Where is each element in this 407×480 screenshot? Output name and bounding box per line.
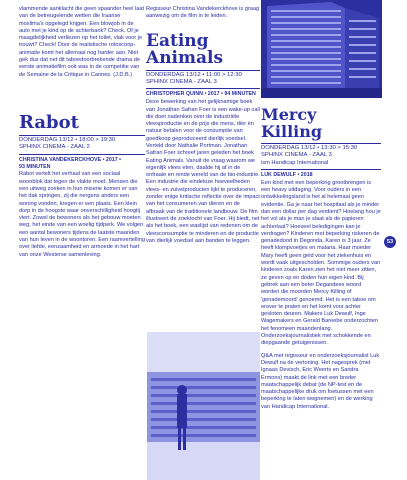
article-title-eating-animals-line1: Eating (146, 30, 209, 51)
article-column-mercy-killing (261, 106, 381, 411)
article-title-mercy-killing: Mercy Killing (261, 105, 323, 141)
director-intro-text: Regisseur Christina Vandekerckhove is graag aanwezig om de film in te leiden. (146, 6, 260, 20)
previous-article-text: vlammende aanklacht die geen spaander heel laat van de betreugelende wetten die Iraanse moslima's opgelegd krijgen. Een blowjob in de auto met je kind op de achterbank? Check. Of je maagdelijkheid verliezen op het toilet, vlak voor je trouwt? Check! Door de realistische rotoscoop-animatie komt het allemaal nog harder aan. Niet gek dus dat net dit taboedoorbrekende drama de eerste animatiefilm ooit was in de competitie van de Semaine de la Critique in Cannes. (J.D.B.) (19, 6, 145, 78)
article-column-rabot (19, 0, 145, 259)
film-credit: LUK DEWULF • 2018 (261, 172, 313, 179)
divider (146, 70, 260, 71)
farm-illustration (147, 332, 260, 480)
film-credit: CHRISTOPHER QUINN • 2017 • 94 MINUTEN (146, 91, 256, 98)
partner-note: ism Handicap International (261, 159, 329, 166)
qa-paragraph: Q&A met regisseur en onderzoeksjournalist Luk Dewulf na de vertoning. Het nagesprek (met Ignaas Devisch, Eric Weerts en Sandra Ermons) maakt de link met een breder maatschappelijk debat (de NP-test en de maatschappelijke druk om foetussen met een beperking te laten wegnemen) en de werking van Handicap International. (261, 352, 380, 410)
screening-venue: SPHINX CINEMA - ZAAL 3 (261, 152, 332, 159)
screening-venue: SPHINX CINEMA - ZAAL 3 (146, 79, 217, 85)
screening-date: DONDERDAG 13/12 • 11:00 > 12:30 (146, 71, 242, 78)
article-title-eating-animals-line2: Animals (146, 47, 224, 68)
divider (19, 135, 145, 136)
article-column-eating-animals (146, 0, 260, 245)
film-credit: CHRISTINA VANDEKERCKHOVE • 2017 • (19, 156, 122, 163)
article-body-mercy-killing: Een kind met een beperking grootbrengen is een heavy uitdaging. Voor ouders in een ontwikkelingsland is het al helemaal geen evidentie. Ga je naar het hospitaal als je minder dan een dollar per dag verdient? Hoelang hou je het vol als je man je slaat als de papieren achterlaat? Hoeveel beledigingen kan je verdragen? Kinderen met beperking riskeren de genadedood in Degonda. Karen is 3 jaar. Ze heeft klompvoetjes en malaria. Haar moeder Mary heeft geen geld voor het ziekenhuis en wordt vaak uitgescholden. Sommige ouders van kinderen zoals Karen zien het niet meer zitten, ze geven op en doden hun eigen kind. Bij gebrek aan een beter Degandees woord worden die moorden Mercy Killing of 'genademoord' genoemd. Het is een taboe om erover te praten en het komt voor achter gesloten deuren. Makers Luk Dewulf, Inge Wagemakers en Gerald Bareebe onderzochten het fenomeen maandenlang. Onderzoeksjournalistiek met schokkende en diepgaande getuigenissen. (261, 179, 381, 347)
article-title-rabot: Rabot (19, 111, 79, 133)
divider (146, 88, 260, 89)
divider (261, 143, 381, 144)
screening-date: DONDERDAG 13/12 • 18:00 > 19:30 (19, 136, 116, 143)
building-illustration (261, 0, 382, 98)
screening-date: DONDERDAG 13/12 • 13:30 > 15:30 (261, 145, 358, 151)
photo-poultry-farm (147, 332, 260, 480)
photo-apartment-building (261, 0, 382, 98)
screening-venue: SPHINX CINEMA - ZAAL 2 (19, 144, 90, 151)
divider (261, 169, 381, 170)
divider (19, 154, 145, 155)
page-number-badge: 53 (384, 236, 396, 248)
article-body-eating-animals: Deze bewerking van het gelijknamige boek van Jonathan Safran Foer is een wake-up call die doet nadenken over de industriële vleesproductie en de prijs die mens, dier én natuur betalen voor de consumptie van goedkoop geproduceerd dierlijk voedsel. Verteld door Nathalie Portman. Jonathan Safran Foer schreef jaren geleden het boek Eating Animals. Vanuit de vraag waarom we eigenlijk vlees eten, daalde hij af in de onfraaie en rende wereld van de bio-industrie. Een industrie die eindeloze hoeveelheden vlees- en zuivelproducten lijkt te produceren, zonder enige kritische reflectie over de impact van het consumeren van dieren en de afbraak van de traditionele landbouw. De film illustreert de zoektocht van Foer. Hij biedt, net als het boek, een waslijst van redenen om de vleesconsumptie te minderen en de productie van dierlijk voedsel aan banden te leggen. (146, 99, 260, 244)
film-duration: 93 MINUTEN (19, 163, 51, 170)
article-body-rabot: Rabot vertelt het verhaal van een sociaal woonblok dat tegen de vlakte moet. Mensen die een uitweg zoeken in hun miserie komen er van het dak springen, zij die nergens anders een woning vonden, kregen er een plaats. Een klein dorp in de hoogste waar onverschilligheid hoogtij viert. Zowel de bewoners als het gebouw moeten weg, het einde van een woelig tijdperk. We volgen een aantal bewoners tijdens de laatste maanden van hun leven in de woontoren. Een raamvertelling over liefde, eenzaamheid en armoede in het hart van onze Westerse samenleving. (19, 171, 145, 258)
